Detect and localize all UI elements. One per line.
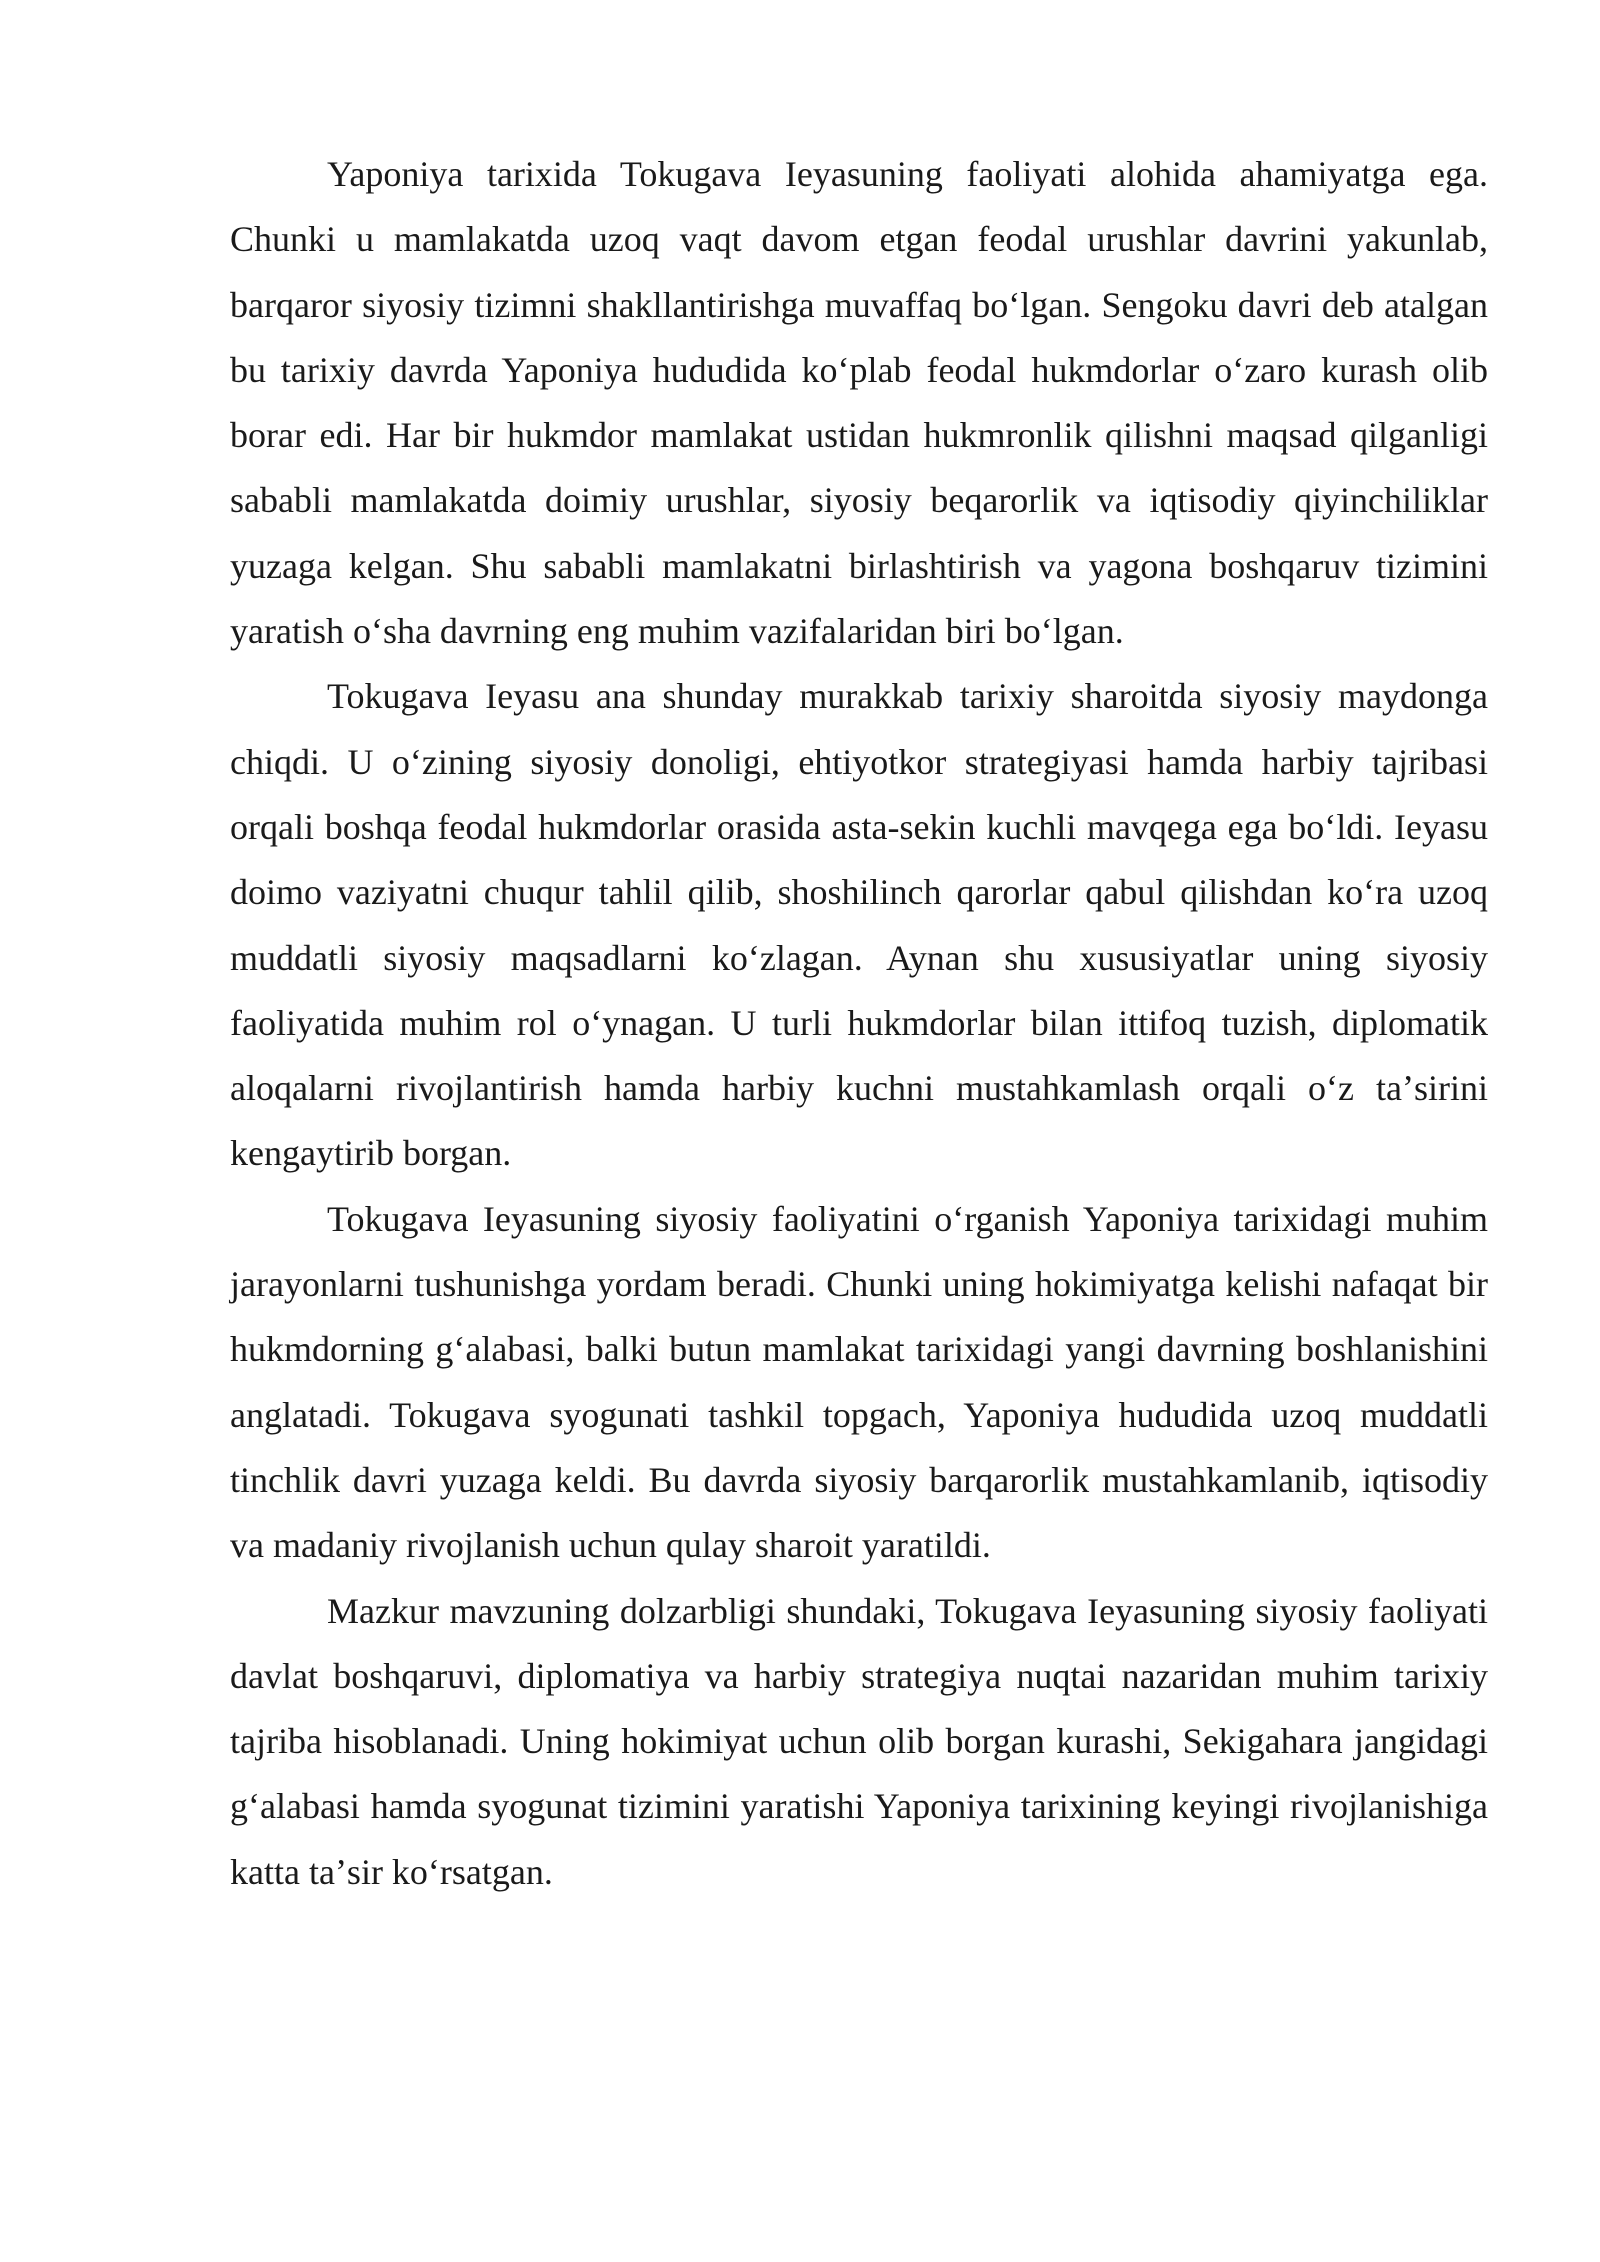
paragraph-ieyasu-rise: Tokugava Ieyasu ana shunday murakkab tarixiy sharoitda siyosiy maydonga chiqdi. U oʻzining siyosiy donoligi, ehtiyotkor strategiyasi hamda harbiy tajribasi orqali boshqa feodal hukmdorlar orasida asta-sekin kuchli mavqega ega boʻldi. Ieyasu doimo vaziyatni chuqur tahlil qilib, shoshilinch qarorlar qabul qilishdan koʻra uzoq muddatli siyosiy maqsadlarni koʻzlagan. Aynan shu xususiyatlar uning siyosiy faoliyatida muhim rol oʻynagan. U turli hukmdorlar bilan ittifoq tuzish, diplomatik aloqalarni rivojlantirish hamda harbiy kuchni mustahkamlash orqali oʻz taʼsirini kengaytirib borgan. — [230, 676, 1488, 1174]
paragraph-relevance: Mazkur mavzuning dolzarbligi shundaki, Tokugava Ieyasuning siyosiy faoliyati davlat boshqaruvi, diplomatiya va harbiy strategiya nuqtai nazaridan muhim tarixiy tajriba hisoblanadi. Uning hokimiyat uchun olib borgan kurashi, Sekigahara jangidagi gʻalabasi hamda syogunat tizimini yaratishi Yaponiya tarixining keyingi rivojlanishiga katta taʼsir koʻrsatgan. — [230, 1590, 1488, 1892]
paragraph-significance: Tokugava Ieyasuning siyosiy faoliyatini oʻrganish Yaponiya tarixidagi muhim jarayonlarni tushunishga yordam beradi. Chunki uning hokimiyatga kelishi nafaqat bir hukmdorning gʻalabasi, balki butun mamlakat tarixidagi yangi davrning boshlanishini anglatadi. Tokugava syogunati tashkil topgach, Yaponiya hududida uzoq muddatli tinchlik davri yuzaga keldi. Bu davrda siyosiy barqarorlik mustahkamlanib, iqtisodiy va madaniy rivojlanish uchun qulay sharoit yaratildi. — [230, 1198, 1488, 1566]
paragraph-introduction: Yaponiya tarixida Tokugava Ieyasuning faoliyati alohida ahamiyatga ega. Chunki u mamlakatda uzoq vaqt davom etgan feodal urushlar davrini yakunlab, barqaror siyosiy tizimni shakllantirishga muvaffaq boʻlgan. Sengoku davri deb atalgan bu tarixiy davrda Yaponiya hududida koʻplab feodal hukmdorlar oʻzaro kurash olib borar edi. Har bir hukmdor mamlakat ustidan hukmronlik qilishni maqsad qilganligi sababli mamlakatda doimiy urushlar, siyosiy beqarorlik va iqtisodiy qiyinchiliklar yuzaga kelgan. Shu sababli mamlakatni birlashtirish va yagona boshqaruv tizimini yaratish oʻsha davrning eng muhim vazifalaridan biri boʻlgan. — [230, 154, 1488, 652]
document-body — [230, 142, 1488, 1905]
